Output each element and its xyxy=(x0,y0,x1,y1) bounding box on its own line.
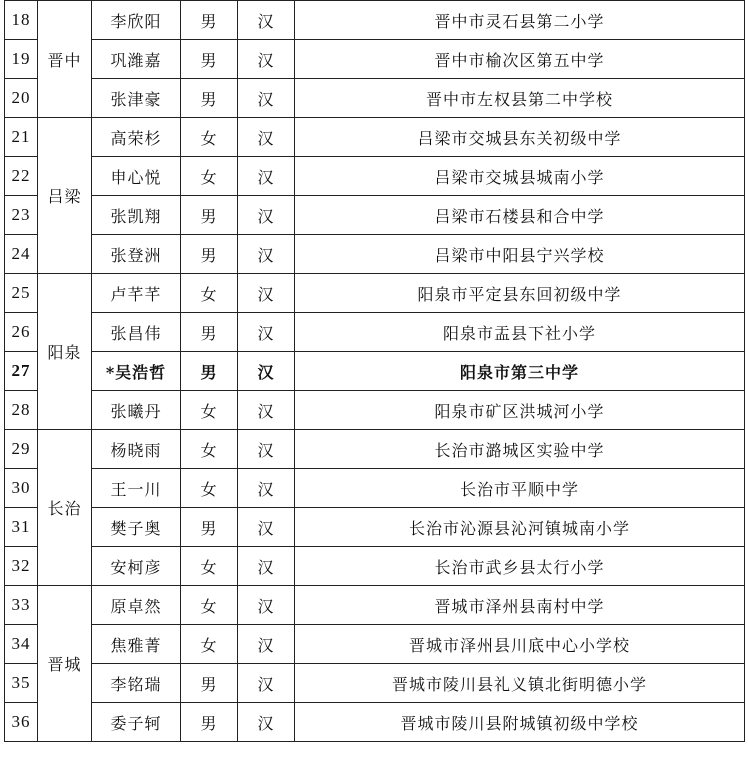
student-name: 焦雅菁 xyxy=(92,625,181,664)
gender-cell: 女 xyxy=(181,586,238,625)
gender-cell: 女 xyxy=(181,547,238,586)
ethnicity-cell: 汉 xyxy=(238,547,295,586)
school-name: 长治市潞城区实验中学 xyxy=(295,430,745,469)
table-row xyxy=(5,157,745,196)
school-name: 晋城市陵川县附城镇初级中学校 xyxy=(295,703,745,742)
row-number: 35 xyxy=(5,664,38,703)
region-cell: 长治 xyxy=(38,430,92,586)
gender-cell: 女 xyxy=(181,430,238,469)
ethnicity-cell: 汉 xyxy=(238,235,295,274)
school-name: 长治市沁源县沁河镇城南小学 xyxy=(295,508,745,547)
table-row xyxy=(5,118,745,157)
ethnicity-cell: 汉 xyxy=(238,157,295,196)
school-name: 阳泉市盂县下社小学 xyxy=(295,313,745,352)
ethnicity-cell: 汉 xyxy=(238,313,295,352)
row-number: 21 xyxy=(5,118,38,157)
ethnicity-cell: 汉 xyxy=(238,703,295,742)
row-number: 18 xyxy=(5,1,38,40)
student-name: 张昌伟 xyxy=(92,313,181,352)
row-number: 29 xyxy=(5,430,38,469)
table-row xyxy=(5,313,745,352)
ethnicity-cell: 汉 xyxy=(238,1,295,40)
student-name: 王一川 xyxy=(92,469,181,508)
row-number: 34 xyxy=(5,625,38,664)
ethnicity-cell: 汉 xyxy=(238,469,295,508)
gender-cell: 男 xyxy=(181,703,238,742)
table-row xyxy=(5,235,745,274)
ethnicity-cell: 汉 xyxy=(238,625,295,664)
ethnicity-cell: 汉 xyxy=(238,391,295,430)
student-name: *吴浩哲 xyxy=(92,352,181,391)
table-row xyxy=(5,469,745,508)
row-number: 19 xyxy=(5,40,38,79)
table-row xyxy=(5,274,745,313)
row-number: 36 xyxy=(5,703,38,742)
gender-cell: 男 xyxy=(181,1,238,40)
ethnicity-cell: 汉 xyxy=(238,586,295,625)
table-row xyxy=(5,196,745,235)
school-name: 晋城市泽州县南村中学 xyxy=(295,586,745,625)
ethnicity-cell: 汉 xyxy=(238,196,295,235)
row-number: 25 xyxy=(5,274,38,313)
school-name: 吕梁市石楼县和合中学 xyxy=(295,196,745,235)
student-name: 原卓然 xyxy=(92,586,181,625)
gender-cell: 男 xyxy=(181,235,238,274)
school-name: 长治市武乡县太行小学 xyxy=(295,547,745,586)
table-row xyxy=(5,625,745,664)
row-number: 28 xyxy=(5,391,38,430)
ethnicity-cell: 汉 xyxy=(238,118,295,157)
gender-cell: 女 xyxy=(181,625,238,664)
table-row xyxy=(5,391,745,430)
student-name: 张津豪 xyxy=(92,79,181,118)
table-row xyxy=(5,703,745,742)
student-name: 申心悦 xyxy=(92,157,181,196)
table-row xyxy=(5,547,745,586)
school-name: 晋中市左权县第二中学校 xyxy=(295,79,745,118)
gender-cell: 男 xyxy=(181,196,238,235)
row-number: 32 xyxy=(5,547,38,586)
gender-cell: 女 xyxy=(181,118,238,157)
student-name: 安柯彦 xyxy=(92,547,181,586)
table-row xyxy=(5,586,745,625)
region-cell: 吕梁 xyxy=(38,118,92,274)
school-name: 晋城市泽州县川底中心小学校 xyxy=(295,625,745,664)
table-row xyxy=(5,508,745,547)
gender-cell: 女 xyxy=(181,469,238,508)
student-name: 李欣阳 xyxy=(92,1,181,40)
row-number: 31 xyxy=(5,508,38,547)
gender-cell: 男 xyxy=(181,664,238,703)
ethnicity-cell: 汉 xyxy=(238,664,295,703)
gender-cell: 女 xyxy=(181,391,238,430)
student-name: 高荣杉 xyxy=(92,118,181,157)
ethnicity-cell: 汉 xyxy=(238,274,295,313)
student-name: 委子轲 xyxy=(92,703,181,742)
ethnicity-cell: 汉 xyxy=(238,352,295,391)
roster-body xyxy=(5,1,745,742)
gender-cell: 男 xyxy=(181,508,238,547)
region-cell: 晋城 xyxy=(38,586,92,742)
ethnicity-cell: 汉 xyxy=(238,79,295,118)
gender-cell: 女 xyxy=(181,157,238,196)
student-roster-table xyxy=(4,0,745,742)
row-number: 30 xyxy=(5,469,38,508)
student-name: 张曦丹 xyxy=(92,391,181,430)
row-number: 23 xyxy=(5,196,38,235)
gender-cell: 男 xyxy=(181,79,238,118)
student-name: 巩潍嘉 xyxy=(92,40,181,79)
row-number: 26 xyxy=(5,313,38,352)
table-row xyxy=(5,352,745,391)
school-name: 吕梁市中阳县宁兴学校 xyxy=(295,235,745,274)
row-number: 24 xyxy=(5,235,38,274)
school-name: 吕梁市交城县东关初级中学 xyxy=(295,118,745,157)
gender-cell: 女 xyxy=(181,274,238,313)
table-row xyxy=(5,79,745,118)
region-cell: 晋中 xyxy=(38,1,92,118)
row-number: 27 xyxy=(5,352,38,391)
ethnicity-cell: 汉 xyxy=(238,508,295,547)
school-name: 阳泉市平定县东回初级中学 xyxy=(295,274,745,313)
school-name: 晋中市榆次区第五中学 xyxy=(295,40,745,79)
row-number: 22 xyxy=(5,157,38,196)
gender-cell: 男 xyxy=(181,313,238,352)
gender-cell: 男 xyxy=(181,40,238,79)
table-row xyxy=(5,430,745,469)
gender-cell: 男 xyxy=(181,352,238,391)
table-row xyxy=(5,40,745,79)
student-name: 卢芊芊 xyxy=(92,274,181,313)
ethnicity-cell: 汉 xyxy=(238,40,295,79)
school-name: 晋中市灵石县第二小学 xyxy=(295,1,745,40)
ethnicity-cell: 汉 xyxy=(238,430,295,469)
school-name: 晋城市陵川县礼义镇北街明德小学 xyxy=(295,664,745,703)
student-name: 杨晓雨 xyxy=(92,430,181,469)
student-name: 张凯翔 xyxy=(92,196,181,235)
school-name: 阳泉市第三中学 xyxy=(295,352,745,391)
row-number: 33 xyxy=(5,586,38,625)
school-name: 阳泉市矿区洪城河小学 xyxy=(295,391,745,430)
region-cell: 阳泉 xyxy=(38,274,92,430)
table-row xyxy=(5,664,745,703)
student-name: 张登洲 xyxy=(92,235,181,274)
table-row xyxy=(5,1,745,40)
school-name: 长治市平顺中学 xyxy=(295,469,745,508)
student-name: 李铭瑞 xyxy=(92,664,181,703)
school-name: 吕梁市交城县城南小学 xyxy=(295,157,745,196)
student-name: 樊子奥 xyxy=(92,508,181,547)
row-number: 20 xyxy=(5,79,38,118)
